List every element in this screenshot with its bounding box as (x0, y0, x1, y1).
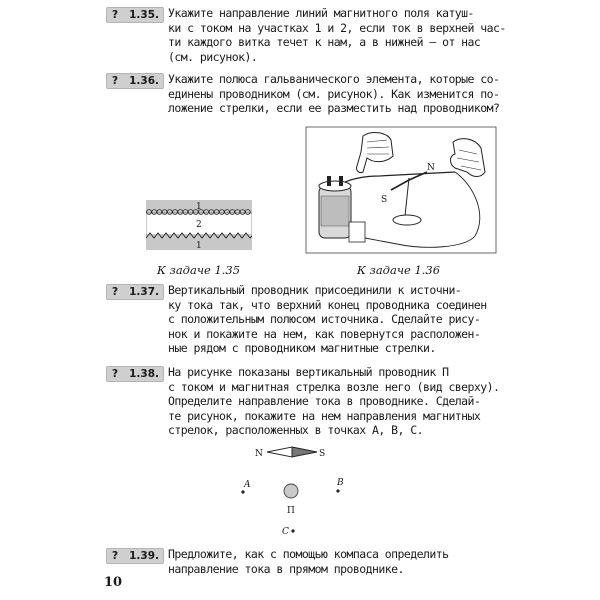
point-a (241, 490, 244, 493)
page-number: 10 (104, 575, 123, 590)
question-mark-icon: ? (112, 286, 119, 298)
text-line: те рисунок, покажите на нем направления магнитных (168, 408, 481, 423)
text-line: ные рядом с проводником магнитные стрелки. (168, 341, 436, 355)
text-line: Укажите полюса гальванического элемента, которые со- (168, 72, 500, 86)
problem-number: 1.38. (129, 368, 159, 380)
text-line: Определите направление тока в проводнике. Сделай- (168, 394, 481, 408)
problem-number: 1.37. (129, 286, 159, 298)
problem-tag (106, 366, 164, 382)
text-line: Предложите, как с помощью компаса определить (168, 547, 449, 561)
text-line: с положительным полюсом источника. Сделайте рису- (168, 312, 481, 326)
text-line: единены проводником (см. рисунок). Как изменится по- (168, 86, 500, 101)
problem-number: 1.35. (129, 9, 159, 21)
cell-body-shading (321, 196, 349, 226)
text-line: На рисунке показаны вертикальный проводник П (168, 365, 449, 379)
problem-number: 1.39. (129, 550, 159, 562)
question-mark-icon: ? (112, 9, 119, 21)
text-line: ложение стрелки, если ее разместить над проводником? (168, 101, 500, 115)
problem-tag (106, 548, 164, 564)
text-line: нок и покажите на нем, как повернутся расположен- (168, 326, 481, 341)
text-line: стрелок, расположенных в точках A, B, C. (168, 423, 423, 437)
problem-1-36 (112, 72, 500, 116)
needle-south-half (292, 447, 317, 457)
point-b-label: B (337, 478, 344, 488)
problem-tag (106, 73, 164, 89)
problem-1-37 (112, 283, 494, 356)
text-line: направление тока в прямом проводнике. (168, 561, 404, 576)
question-mark-icon: ? (112, 368, 119, 380)
needle-label-n: N (255, 449, 263, 459)
problem-1-38 (112, 365, 500, 438)
text-line: Вертикальный проводник присоединили к источни- (168, 283, 462, 297)
cell-clamp (349, 222, 365, 242)
point-c-label: C (282, 527, 289, 537)
cell-compass-figure (305, 126, 497, 254)
label-s: S (381, 195, 388, 205)
text-line: Укажите направление линий магнитного поля катуш- (168, 6, 474, 20)
problem-text (168, 283, 494, 356)
text-line: (см. рисунок). (168, 49, 258, 64)
caption-1-36: К задаче 1.36 (357, 263, 441, 277)
conductor-p-label: П (287, 506, 295, 516)
label-2: 2 (196, 220, 202, 230)
label-n: N (427, 163, 435, 173)
point-b (336, 489, 339, 492)
text-line: ти каждого витка течет к нам, а в нижней — от нас (168, 35, 481, 49)
conductor-points-figure (228, 440, 358, 546)
problem-text (168, 72, 500, 116)
point-a-label: A (244, 480, 251, 490)
cell-terminal-left (327, 176, 331, 186)
compass-base (393, 215, 421, 225)
problem-text (168, 365, 500, 438)
question-mark-icon: ? (112, 550, 119, 562)
needle-label-s: S (319, 449, 326, 459)
problem-text (168, 547, 494, 576)
caption-1-35: К задаче 1.35 (157, 263, 241, 277)
cell-top (319, 181, 351, 191)
point-c (291, 529, 294, 532)
conductor-p (284, 484, 298, 498)
label-1-top: 1 (196, 202, 202, 212)
problem-tag (106, 7, 164, 23)
needle-north-half (267, 447, 292, 457)
problem-1-35 (112, 6, 506, 64)
coil-figure (146, 200, 252, 250)
text-line: ки с током на участках 1 и 2, если ток в верхней час- (168, 20, 506, 35)
problem-1-39 (112, 547, 494, 576)
text-line: с током и магнитная стрелка возле него (вид сверху). (168, 379, 500, 394)
question-mark-icon: ? (112, 75, 119, 87)
label-1-bottom: 1 (196, 241, 202, 250)
cell-terminal-right (339, 176, 343, 186)
problem-text (168, 6, 506, 64)
problem-tag (106, 284, 164, 300)
text-line: ку тока так, что верхний конец проводника соединен (168, 297, 487, 312)
problem-number: 1.36. (129, 75, 159, 87)
